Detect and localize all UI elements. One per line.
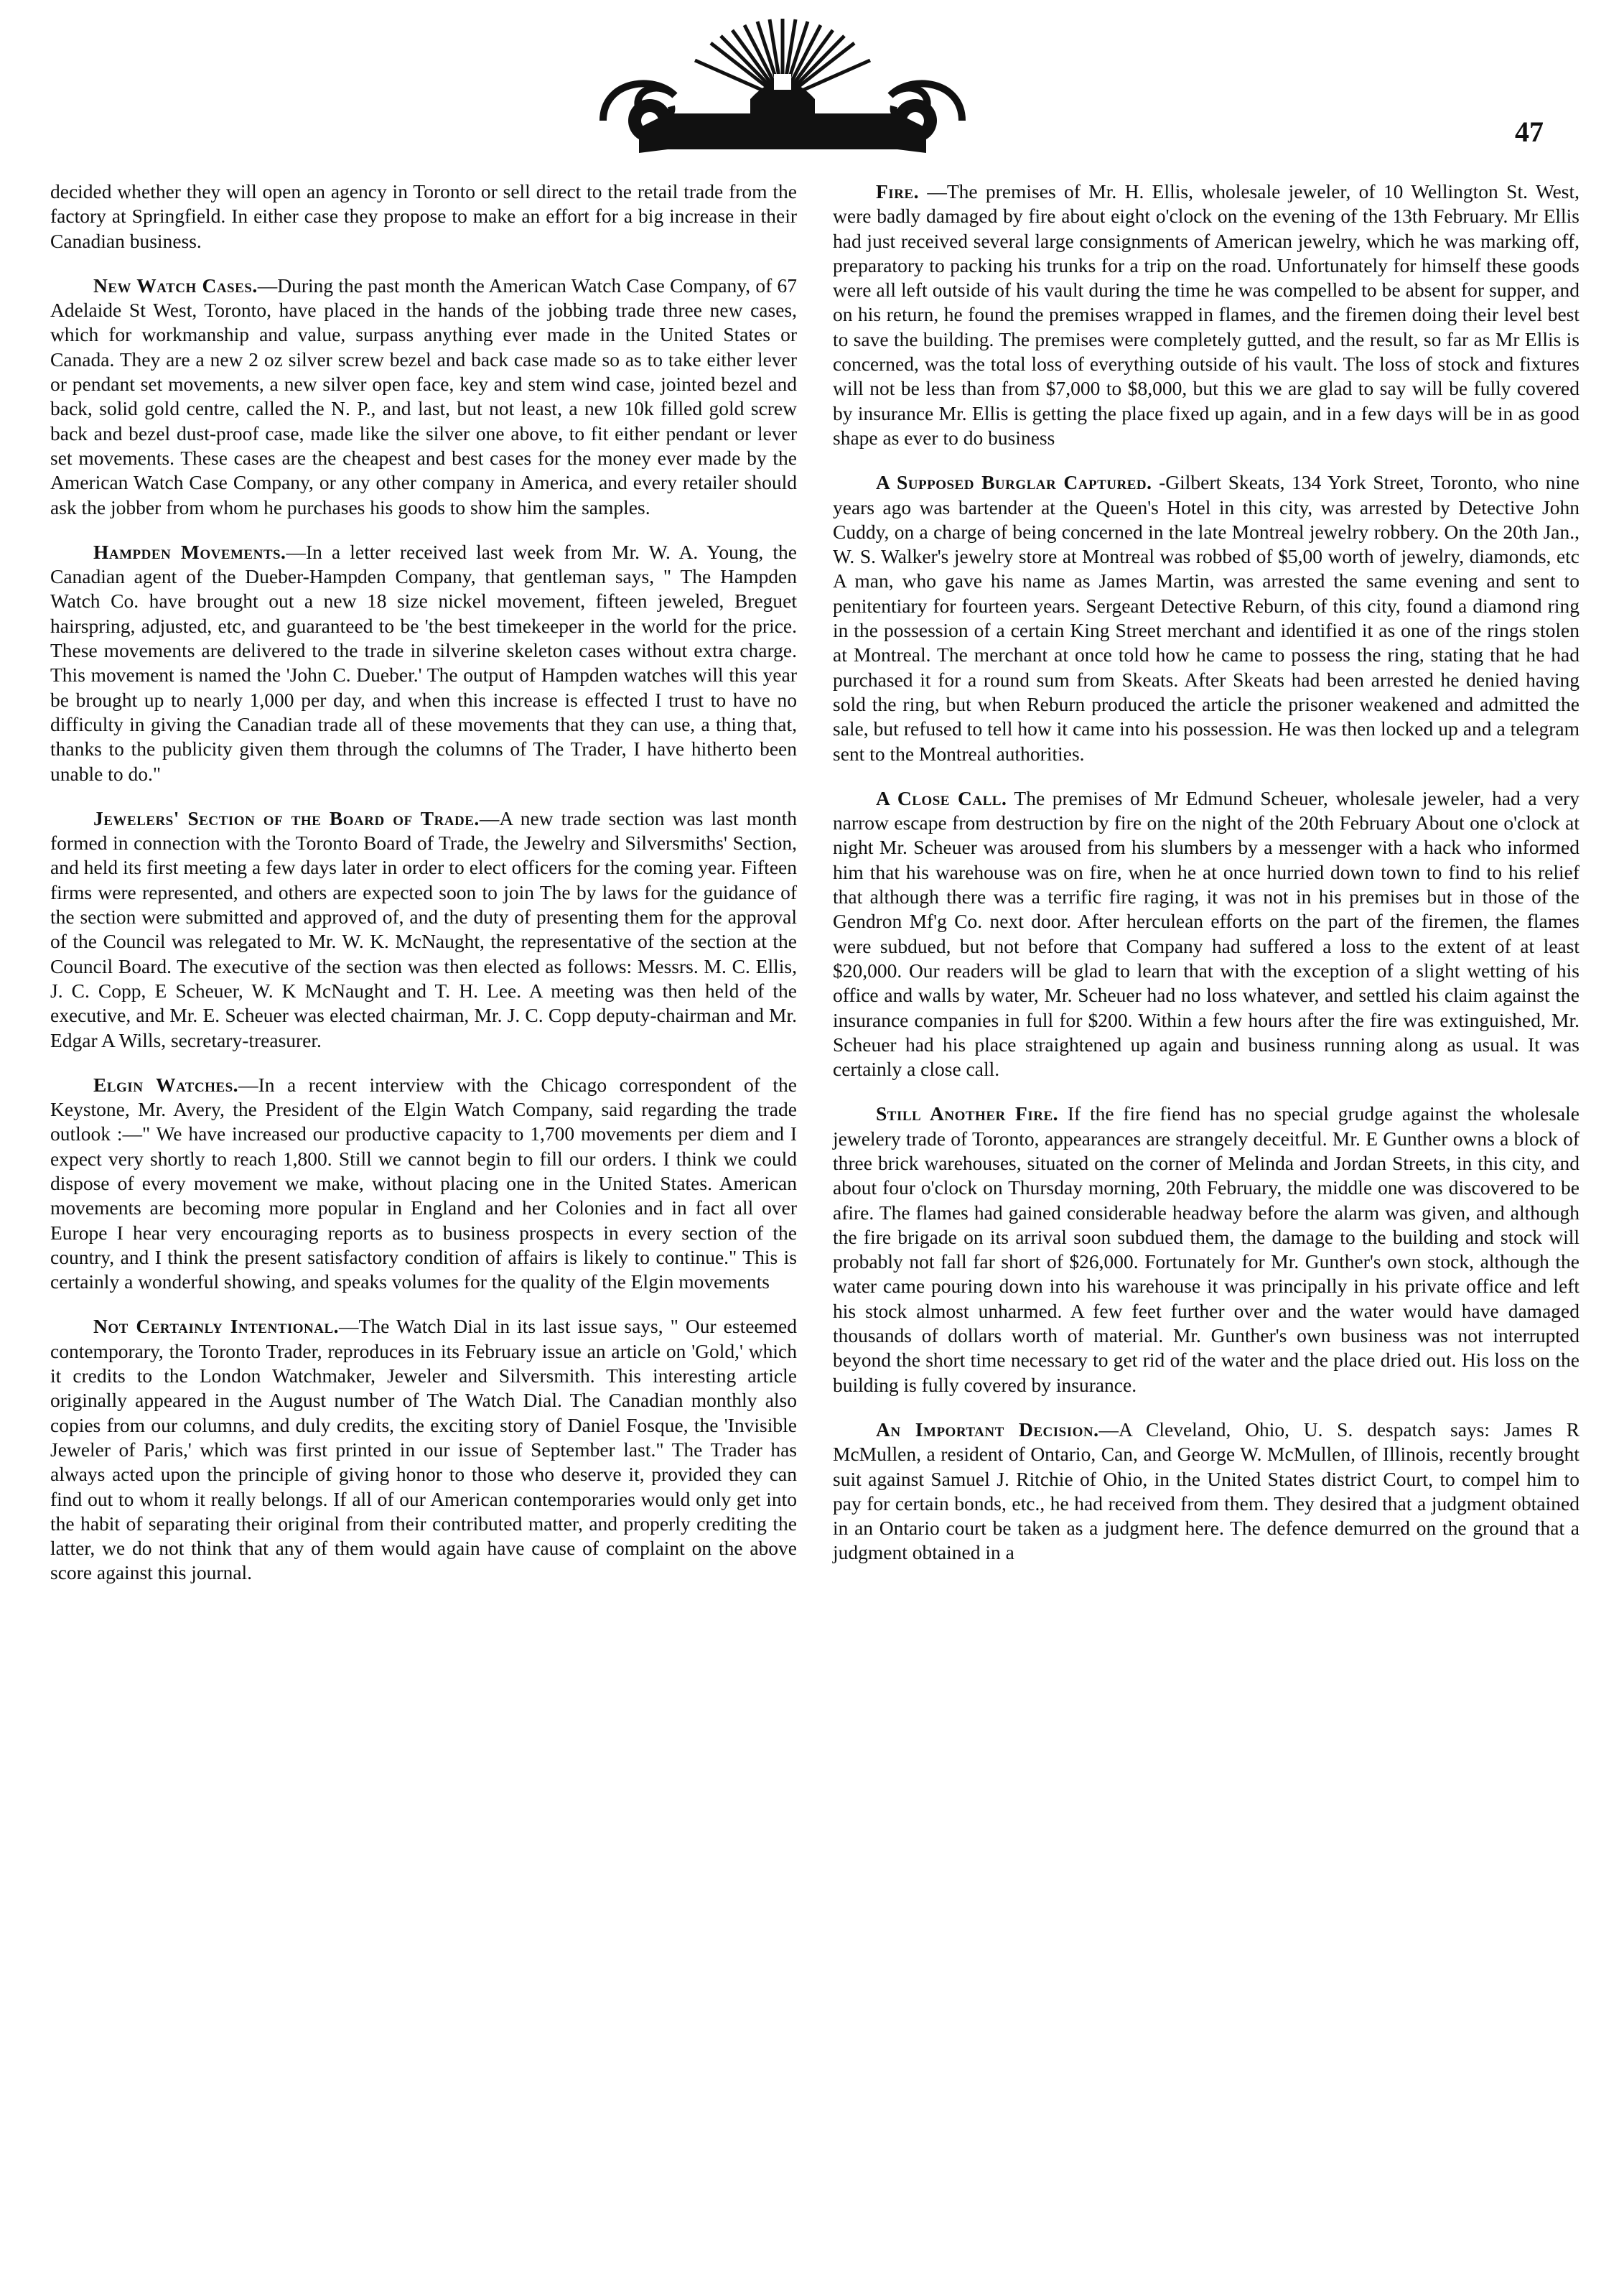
article-body: —During the past month the American Watch Case Company, of 67 Adelaide St West, Toronto, have placed in the hands of the jobbing trade three new cases, which for workmanship and value, surpass anything ever made in the United States or Canada. They are a new 2 oz silver screw bezel and back case made so as to take either lever or pendant set movements, a new silver open face, key and stem wind case, jointed bezel and back, solid gold centre, called the N. P., and last, but not least, a new 10k filled gold screw back and bezel dust-proof case, made like the silver one above, to fit either pendant or lever set movements. These cases are the cheapest and best cases for the money ever made by the American Watch Case Company, or any other company in America, and every retailer should ask the jobber from whom he purchases his goods to show him the samples. [50, 274, 797, 518]
article-body: decided whether they will open an agency in Toronto or sell direct to the retail trade from the factory at Springfield. In either case they propose to make an effort for a big increase in their Canadian business. [50, 180, 797, 252]
article-heading: Jewelers' Section of the Board of Trade. [93, 806, 480, 829]
article-burglar-captured [833, 470, 1579, 766]
article-body: —In a recent interview with the Chicago correspondent of the Keystone, Mr. Avery, the President of the Elgin Watch Company, said regarding the trade outlook :—" We have increased our productive capacity to 1,700 movements per diem and I expect very shortly to reach 1,800. Still we cannot begin to fill our orders. I think we could dispose of every movement we make, without placing one in the United States. American movements are becoming more popular in England and her Colonies and in fact all over Europe I hear very encouraging reports as to business prospects in every section of the country, and I think the present satisfactory condition of affairs is likely to continue." This is certainly a wonderful showing, and speaks volumes for the quality of the Elgin movements [50, 1073, 797, 1293]
article-body: —A Cleveland, Ohio, U. S. despatch says: James R McMullen, a resident of Ontario, Can, and George W. McMullen, of Illinois, recently brought suit against Samuel J. Ritchie of Ohio, in the United States district Court, to compel him to pay for certain bonds, etc., he had received from them. They desired that a judgment obtained in an Ontario court be taken as a judgment here. The defence demurred on the ground that a judgment obtained in a [833, 1418, 1580, 1564]
article-still-another-fire [833, 1102, 1579, 1397]
article-body: If the fire fiend has no special grudge against the wholesale jewelery trade of Toronto, appearances are strangely deceitful. Mr. E Gunther owns a block of three brick warehouses, situated on the corner of Melinda and Jordan Streets, in this city, and about four o'clock on Thursday morning, 20th February, the middle one was discovered to be afire. The flames had gained considerable headway before the alarm was given, and although the fire brigade on its arrival soon subdued them, the damage to the building and stock will probably not fall far short of $26,000. Fortunately for Mr. Gunther's own stock, although the water came pouring down into his warehouse it was principally in his private office and left his stock almost unharmed. A few feet further over and the water would have damaged thousands of dollars worth of material. Mr. Gunther's own business was not interrupted beyond the short time necessary to get rid of the water and the place dried out. His loss on the building is fully covered by insurance. [833, 1102, 1579, 1396]
article-body: —In a letter received last week from Mr. W. A. Young, the Canadian agent of the Dueber-Hampden Company, that gentleman says, " The Hampden Watch Co. have brought out a new 18 size nickel movement, fifteen jeweled, Breguet hairspring, adjusted, etc, and guaranteed to be 'the best timekeeper in the world for the price. These movements are delivered to the trade in silverine skeleton cases without extra charge. This movement is named the 'John C. Dueber.' The output of Hampden watches will this year be brought up to nearly 1,000 per day, and when this increase is effected I trust to have no difficulty in giving the Canadian trade all of these movements that they can use, a thing that, thanks to the publicity given them through the columns of The Trader, I have hitherto been unable to do." [50, 540, 797, 785]
article-body: —The Watch Dial in its last issue says, " Our esteemed contemporary, the Toronto Trader, reproduces in its February issue an article on 'Gold,' which it credits to the London Watchmaker, Jeweler and Silversmith. This interesting article originally appeared in the August number of The Watch Dial. The Canadian monthly also copies from our columns, and duly credits, the exciting story of Daniel Fosque, the 'Invisible Jeweler of Paris,' which was first printed in our issue of September last." The Trader has always acted upon the principle of giving honor to those who deserve it, provided they can find out to whom it really belongs. If all of our American contemporaries would only get into the habit of separating their original from their contributed matter, and properly crediting the latter, we do not think that any of them would again have cause of complaint on the above score against this journal. [50, 1315, 797, 1584]
article-body: -Gilbert Skeats, 134 York Street, Toronto, who nine years ago was bartender at the Queen's Hotel in this city, was arrested by Detective John Cuddy, on a charge of being concerned in the late Montreal jewelry robbery. On the 20th Jan., W. S. Walker's jewelry store at Montreal was robbed of $5,00 worth of jewelry, diamonds, etc A man, who gave his name as James Martin, was arrested the same evening and sent to penitentiary for fourteen years. Sergeant Detective Reburn, of this city, found a diamond ring in the possession of a certain King Street merchant and identified it as one of the rings stolen at Montreal. The merchant at once told how he came to possess the ring, stating that he had purchased it for a round sum from Skeats. After Skeats had been arrested he denied having sold the ring, but when Reburn produced the article the prisoner weakened and admitted the sale, but refused to tell how it came into his possession. He was then locked up and a telegram sent to the Montreal authorities. [833, 471, 1579, 765]
right-column [833, 180, 1579, 1586]
article-not-certainly-intentional [50, 1314, 797, 1585]
article-heading: Fire. [876, 180, 919, 203]
masthead-ornament [589, 13, 976, 157]
article-new-watch-cases [50, 274, 797, 520]
article-heading: An Important Decision. [876, 1418, 1099, 1441]
page-number: 47 [1515, 116, 1544, 148]
article-jewelers-section [50, 806, 797, 1053]
article-fire [833, 180, 1579, 450]
article-close-call [833, 786, 1579, 1082]
article-heading: A Supposed Burglar Captured. [876, 471, 1152, 494]
article-heading: Hampden Movements. [93, 540, 286, 563]
article-heading: Not Certainly Intentional. [93, 1315, 340, 1338]
article-heading: New Watch Cases. [93, 274, 258, 297]
article-important-decision [833, 1418, 1579, 1566]
article-heading: A Close Call. [876, 786, 1007, 809]
article-heading: Elgin Watches. [93, 1073, 239, 1096]
article-heading: Still Another Fire. [876, 1102, 1059, 1125]
left-column [50, 180, 797, 1606]
article-hampden-movements [50, 540, 797, 786]
article-body: —The premises of Mr. H. Ellis, wholesale jeweler, of 10 Wellington St. West, were badly damaged by fire about eight o'clock on the evening of the 13th February. Mr Ellis had just received several large consignments of American jewelry, which he was marking off, preparatory to packing his trunks for a trip on the road. Unfortunately for himself these goods were all left outside of his vault during the time he was compelled to be absent for supper, and on his return, he found the premises wrapped in flames, and the firemen doing their level best to save the building. The premises were completely gutted, and the result, so far as Mr Ellis is concerned, was the total loss of everything outside of his vault. The loss of stock and fixtures will not be less than from $7,000 to $8,000, but this we are glad to say will be fully covered by insurance Mr. Ellis is getting the place fixed up again, and in a few days will be in as good shape as ever to do business [833, 180, 1579, 449]
article-continued [50, 180, 797, 253]
article-elgin-watches [50, 1073, 797, 1295]
article-body: The premises of Mr Edmund Scheuer, wholesale jeweler, had a very narrow escape from destruction by fire on the night of the 20th February About one o'clock at night Mr. Scheuer was aroused from his slumbers by a messenger with a hack who informed him that his warehouse was on fire, when he at once hurried down town to find to his relief that although there was a terrific fire raging, it was not in his premises but in those of the Gendron Mf'g Co. next door. After herculean efforts on the part of the firemen, the flames were subdued, but not before that Company had suffered a loss to the extent of at least $20,000. Our readers will be glad to learn that with the exception of a slight wetting of his office and walls by water, Mr. Scheuer had no loss whatever, and settled his claim against the insurance companies in full for $200. Within a few hours after the fire was extinguished, Mr. Scheuer had his place straightened up again and business running along as usual. It was certainly a close call. [833, 786, 1579, 1081]
article-body: —A new trade section was last month formed in connection with the Toronto Board of Trade, the Jewelry and Silversmiths' Section, and held its first meeting a few days later in order to elect officers for the coming year. Fifteen firms were represented, and others are expected soon to join The by laws for the guidance of the section were submitted and approved of, and the duty of presenting them for the approval of the Council was relegated to Mr. W. K. McNaught, the representative of the section at the Council Board. The executive of the section was then elected as follows: Messrs. M. C. Ellis, J. C. Copp, E Scheuer, W. K McNaught and T. H. Lee. A meeting was then held of the executive, and Mr. E. Scheuer was elected chairman, Mr. J. C. Copp deputy-chairman and Mr. Edgar A Wills, secretary-treasurer. [50, 806, 797, 1051]
